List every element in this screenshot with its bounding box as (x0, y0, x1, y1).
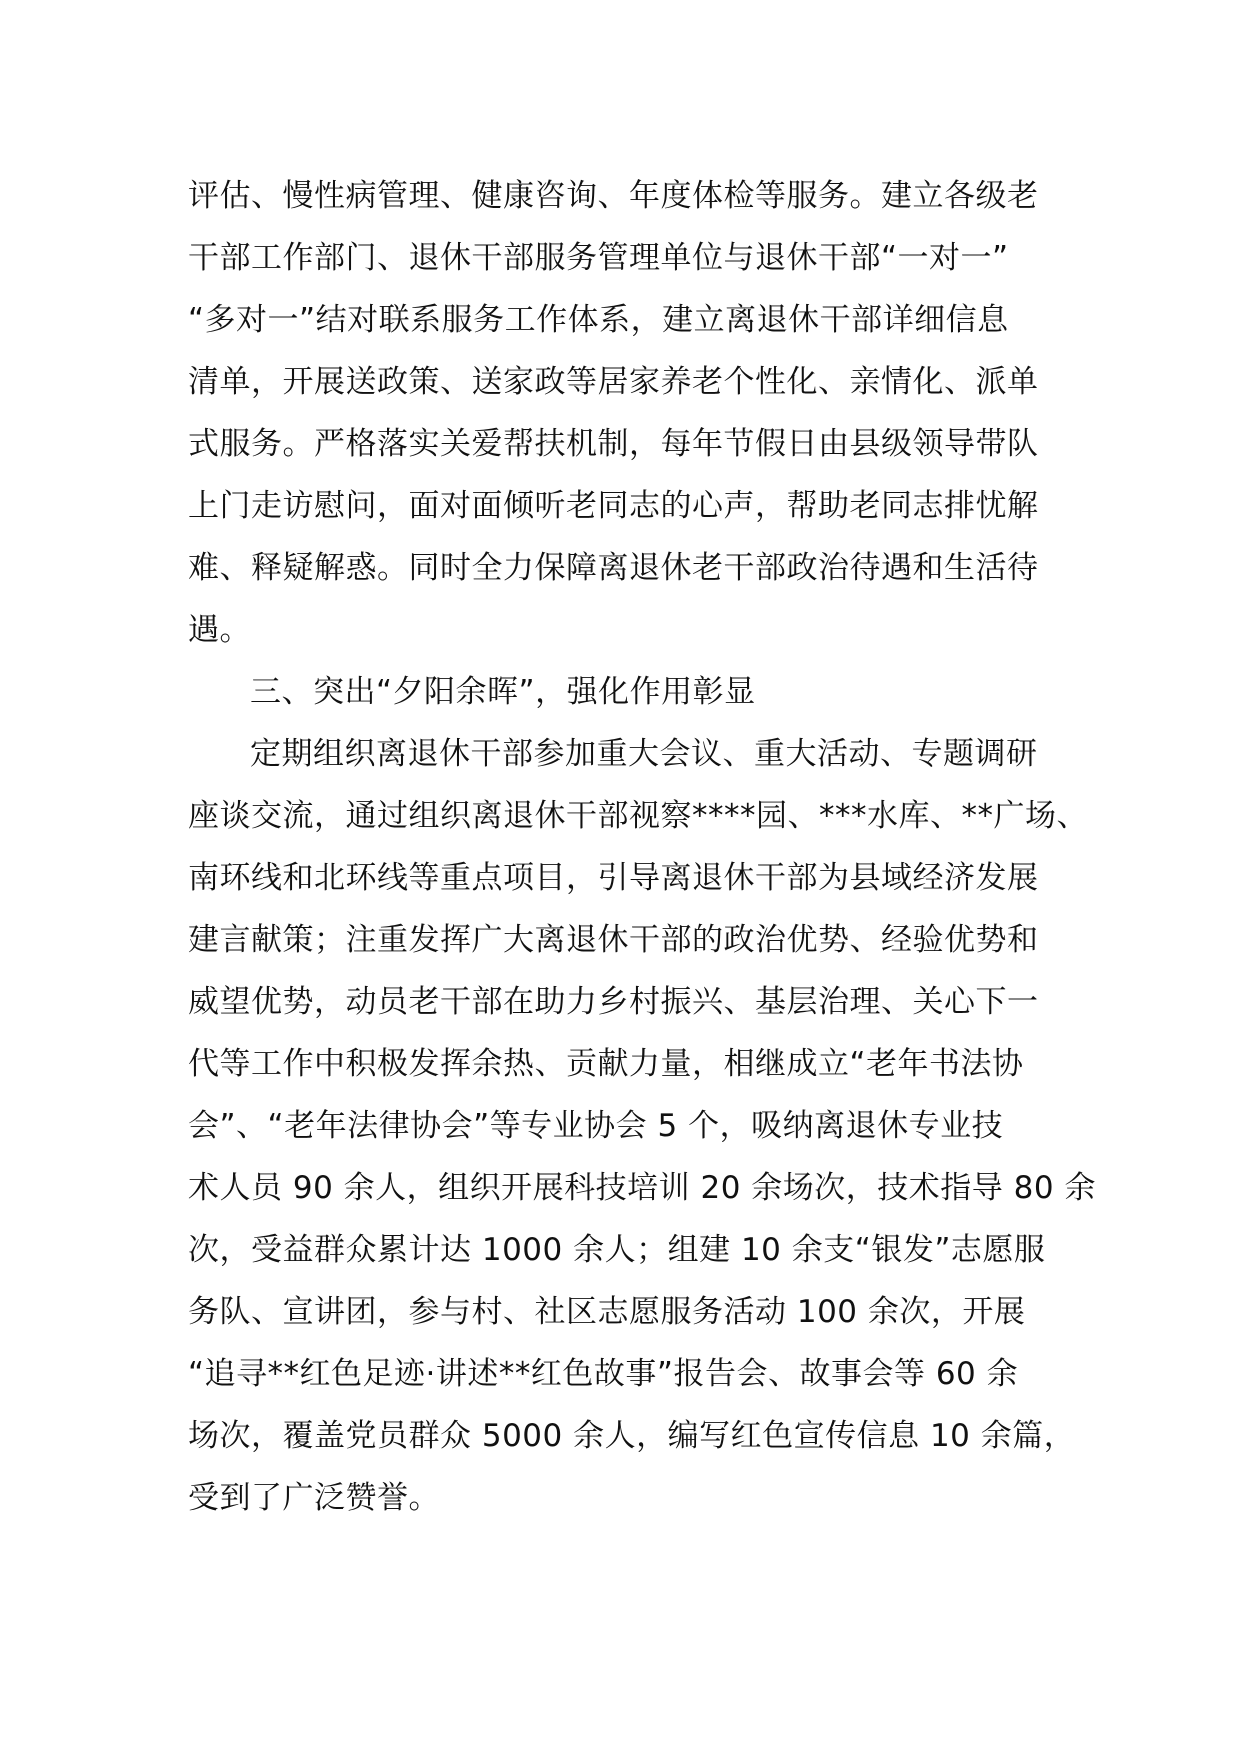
body-text-line: 座谈交流，通过组织离退休干部视察****园、***水库、**广场、 (188, 798, 1088, 834)
body-text-line: 威望优势，动员老干部在助力乡村振兴、基层治理、关心下一 (188, 984, 1039, 1020)
section-heading: 三、突出“夕阳余晖”，强化作用彰显 (250, 674, 756, 710)
body-text-line: 遇。 (188, 612, 251, 648)
body-text-line: 受到了广泛赞誉。 (188, 1480, 440, 1516)
body-text-line: 难、释疑解惑。同时全力保障离退休老干部政治待遇和生活待 (188, 550, 1039, 586)
body-text-line: “追寻**红色足迹·讲述**红色故事”报告会、故事会等 60 余 (188, 1356, 1019, 1392)
body-text-line: 定期组织离退休干部参加重大会议、重大活动、专题调研 (250, 736, 1038, 772)
body-text-line: 清单，开展送政策、送家政等居家养老个性化、亲情化、派单 (188, 364, 1039, 400)
body-text-line: 会”、“老年法律协会”等专业协会 5 个，吸纳离退休专业技 (188, 1108, 1004, 1144)
body-text-line: 场次，覆盖党员群众 5000 余人，编写红色宣传信息 10 余篇， (188, 1418, 1076, 1454)
body-text-line: 务队、宣讲团，参与村、社区志愿服务活动 100 余次，开展 (188, 1294, 1026, 1330)
body-text-line: 式服务。严格落实关爱帮扶机制，每年节假日由县级领导带队 (188, 426, 1039, 462)
body-text-line: “多对一”结对联系服务工作体系，建立离退休干部详细信息 (188, 302, 1009, 338)
body-text-line: 南环线和北环线等重点项目，引导离退休干部为县域经济发展 (188, 860, 1039, 896)
body-text-line: 评估、慢性病管理、健康咨询、年度体检等服务。建立各级老 (188, 178, 1039, 214)
body-text-line: 术人员 90 余人，组织开展科技培训 20 余场次，技术指导 80 余 (188, 1170, 1096, 1206)
body-text-line: 次，受益群众累计达 1000 余人；组建 10 余支“银发”志愿服 (188, 1232, 1046, 1268)
body-text-line: 代等工作中积极发挥余热、贡献力量，相继成立“老年书法协 (188, 1046, 1024, 1082)
body-text-line: 建言献策；注重发挥广大离退休干部的政治优势、经验优势和 (188, 922, 1039, 958)
body-text-line: 干部工作部门、退休干部服务管理单位与退休干部“一对一” (188, 240, 1009, 276)
body-text-line: 上门走访慰问，面对面倾听老同志的心声，帮助老同志排忧解 (188, 488, 1039, 524)
